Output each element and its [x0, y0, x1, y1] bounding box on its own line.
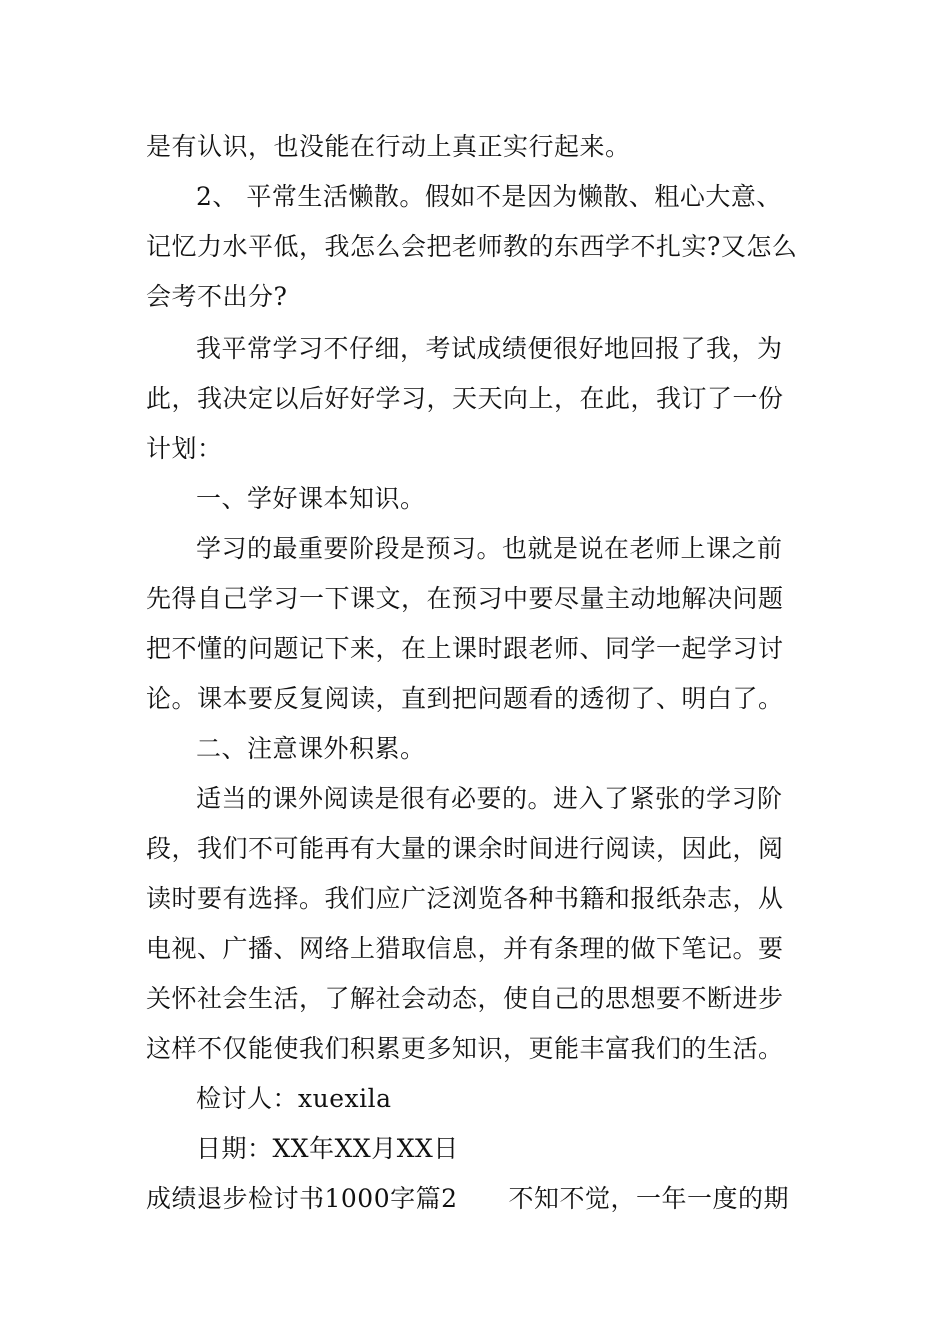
- text-line: 成绩退步检讨书1000字篇2 不知不觉，一年一度的期: [146, 1184, 790, 1213]
- text-line: 段，我们不可能再有大量的课余时间进行阅读，因此，阅: [146, 834, 784, 863]
- section-heading: 一、学好课本知识。: [196, 484, 426, 513]
- text-line: 学习的最重要阶段是预习。也就是说在老师上课之前: [196, 534, 783, 563]
- text-line: 把不懂的问题记下来，在上课时跟老师、同学一起学习讨: [146, 634, 784, 663]
- text-line: 会考不出分?: [146, 282, 288, 311]
- text-line: 我平常学习不仔细，考试成绩便很好地回报了我，为: [196, 334, 783, 363]
- text-line: 是有认识，也没能在行动上真正实行起来。: [146, 132, 631, 161]
- text-line: 适当的课外阅读是很有必要的。进入了紧张的学习阶: [196, 784, 783, 813]
- text-line: 论。课本要反复阅读，直到把问题看的透彻了、明白了。: [146, 684, 784, 713]
- text-line: 电视、广播、网络上猎取信息，并有条理的做下笔记。要: [146, 934, 784, 963]
- text-line: 此，我决定以后好好学习，天天向上，在此，我订了一份: [146, 384, 784, 413]
- text-line: 先得自己学习一下课文，在预习中要尽量主动地解决问题: [146, 584, 784, 613]
- text-line: 计划：: [146, 434, 223, 463]
- text-line: 关怀社会生活，了解社会动态，使自己的思想要不断进步: [146, 984, 784, 1013]
- text-line: 记忆力水平低，我怎么会把老师教的东西学不扎实?又怎么: [146, 232, 798, 261]
- text-line: 读时要有选择。我们应广泛浏览各种书籍和报纸杂志，从: [146, 884, 784, 913]
- reviewer-line: 检讨人：xuexila: [196, 1084, 392, 1113]
- text-line: 这样不仅能使我们积累更多知识，更能丰富我们的生活。: [146, 1034, 784, 1063]
- date-line: 日期：XX年XX月XX日: [196, 1134, 459, 1163]
- text-line: 2、 平常生活懒散。假如不是因为懒散、粗心大意、: [196, 182, 782, 211]
- section-heading: 二、注意课外积累。: [196, 734, 426, 763]
